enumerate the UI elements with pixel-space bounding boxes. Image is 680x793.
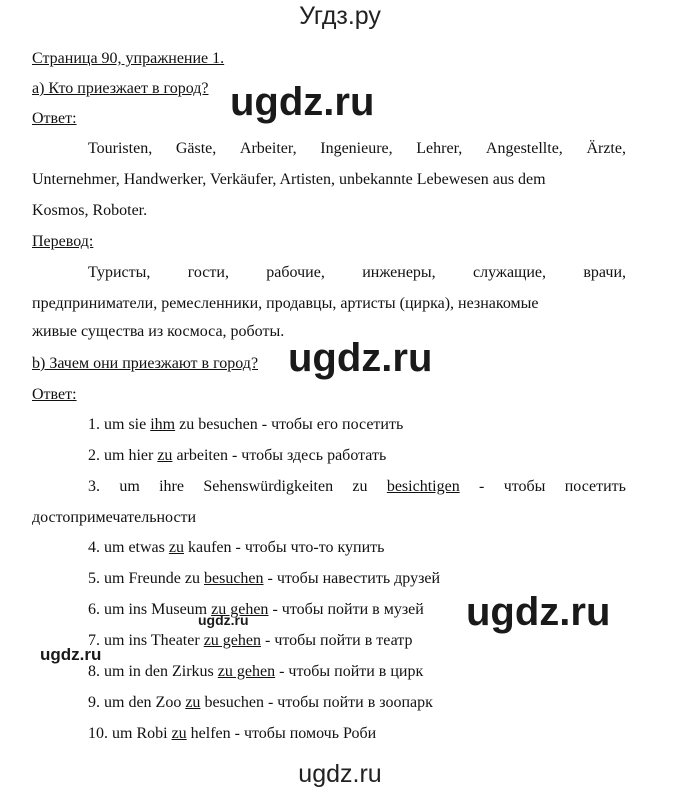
word: посетить — [564, 478, 626, 495]
text: zu besuchen - чтобы его посетить — [175, 416, 404, 433]
underlined-text: ihm — [150, 416, 176, 433]
translation-line-2: предприниматели, ремесленники, продавцы, артисты (цирка), незнакомые — [32, 295, 539, 312]
text: 1. um sie — [88, 416, 151, 433]
word: Ärzte, — [586, 140, 626, 157]
answer-b-item-7 — [88, 631, 412, 651]
watermark: ugdz.ru — [40, 645, 102, 664]
question-a: а) Кто приезжает в город? — [32, 80, 209, 97]
text: helfen - чтобы помочь Роби — [186, 725, 377, 742]
word: врачи, — [583, 264, 626, 281]
underlined-text: zu gehen — [203, 632, 261, 649]
word: Sehenswürdigkeiten — [203, 478, 334, 495]
text: besuchen - чтобы пойти в зоопарк — [200, 694, 433, 711]
word: инженеры, — [362, 264, 436, 281]
text: 6. um ins Museum — [88, 601, 212, 618]
answer-b-item-8 — [88, 662, 423, 682]
answer-b-item-1 — [88, 415, 403, 435]
text: - чтобы пойти в музей — [268, 601, 424, 618]
answer-b-item-3 — [88, 477, 626, 497]
translation-label: Перевод: — [32, 233, 94, 250]
watermark: ugdz.ru — [230, 80, 375, 124]
answer-b-item-6 — [88, 600, 424, 620]
watermark: ugdz.ru — [466, 590, 611, 634]
answer-b-item-5 — [88, 569, 440, 589]
text: 2. um hier — [88, 447, 158, 464]
word: 3. — [88, 478, 100, 495]
underlined-text: zu gehen — [211, 601, 269, 618]
translation-line-1 — [88, 263, 626, 283]
text: 5. um Freunde zu — [88, 570, 204, 587]
text: - чтобы навестить друзей — [263, 570, 441, 587]
answer-b-item-3-cont: достопримечательности — [32, 509, 197, 526]
underlined-text: besuchen — [203, 570, 264, 587]
answer-b-item-9 — [88, 693, 433, 713]
text: 9. um den Zoo — [88, 694, 186, 711]
text: 7. um ins Theater — [88, 632, 204, 649]
word: zu — [352, 478, 368, 495]
word: - — [479, 478, 485, 495]
text: 10. um Robi — [88, 725, 172, 742]
word: um — [119, 478, 140, 495]
answer-a-line-2: Unternehmer, Handwerker, Verkäufer, Artisten, unbekannte Lebewesen aus dem — [32, 171, 546, 188]
site-title: Угдз.ру — [299, 2, 381, 30]
footer-watermark: ugdz.ru — [298, 760, 382, 788]
underlined-text: zu — [171, 725, 187, 742]
word: Arbeiter, — [239, 140, 297, 157]
text: 8. um in den Zirkus — [88, 663, 218, 680]
word: чтобы — [503, 478, 546, 495]
answer-b-item-4 — [88, 538, 384, 558]
question-b: b) Зачем они приезжают в город? — [32, 355, 259, 372]
translation-line-3: живые существа из космоса, роботы. — [32, 323, 285, 340]
text: - чтобы пойти в театр — [261, 632, 413, 649]
word: ihre — [159, 478, 184, 495]
word: служащие, — [473, 264, 547, 281]
word: Туристы, — [88, 264, 151, 281]
word: Ingenieure, — [320, 140, 393, 157]
answer-a-line-3: Kosmos, Roboter. — [32, 202, 148, 219]
answer-a-line-1 — [88, 139, 626, 159]
word: Gäste, — [175, 140, 217, 157]
underlined-text: zu — [157, 447, 173, 464]
exercise-header: Страница 90, упражнение 1. — [32, 50, 225, 67]
answer-label-b: Ответ: — [32, 386, 77, 403]
word: Touristen, — [88, 140, 153, 157]
word: рабочие, — [266, 264, 325, 281]
underlined-text: zu — [168, 539, 184, 556]
word: Lehrer, — [416, 140, 463, 157]
watermark: ugdz.ru — [198, 612, 249, 628]
answer-b-item-10 — [88, 724, 376, 744]
text: 4. um etwas — [88, 539, 169, 556]
text: - чтобы пойти в цирк — [275, 663, 424, 680]
underlined-text: zu gehen — [217, 663, 276, 680]
text: kaufen - чтобы что-то купить — [183, 539, 385, 556]
word: Angestellte, — [485, 140, 563, 157]
text: arbeiten - чтобы здесь работать — [172, 447, 387, 464]
underlined-text: besichtigen — [386, 478, 460, 495]
underlined-text: zu — [185, 694, 201, 711]
watermark: ugdz.ru — [288, 336, 433, 380]
word: гости, — [187, 264, 229, 281]
answer-b-item-2 — [88, 446, 386, 466]
answer-label-a: Ответ: — [32, 110, 77, 127]
